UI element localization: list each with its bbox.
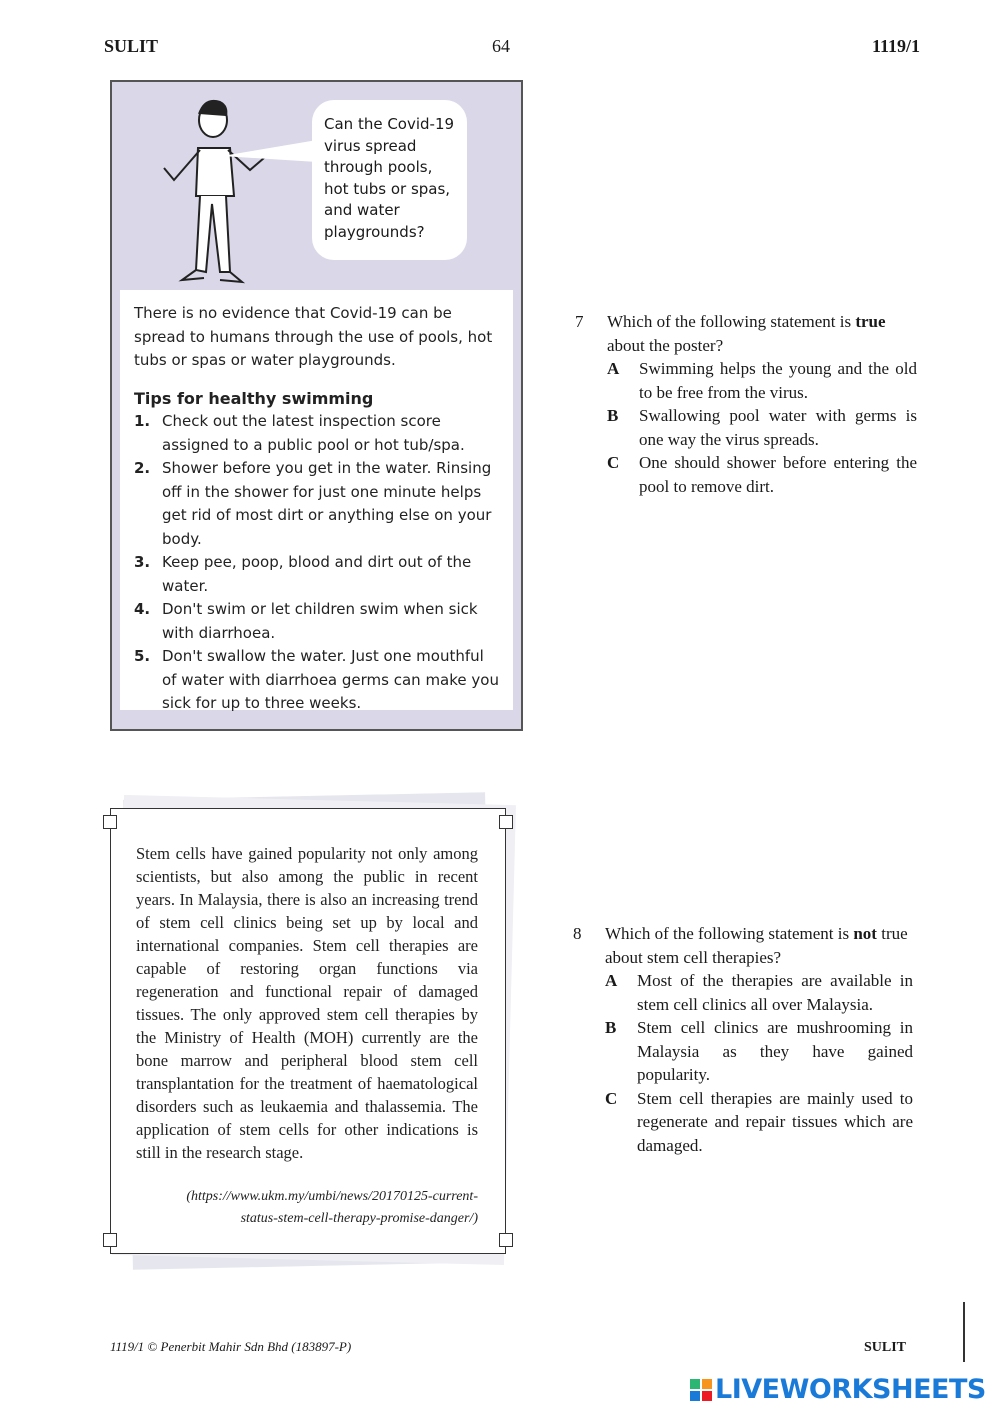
frame-corner [499,815,513,829]
covid-pool-poster [110,80,523,731]
frame-corner [103,1233,117,1247]
stem-text: about the poster? [607,335,724,355]
tip-item [134,457,499,551]
frame-corner [499,1233,513,1247]
speech-bubble-tail [222,132,322,172]
option-letter: A [605,971,618,990]
page-number: 64 [492,36,510,56]
option-text: Stem cell clinics are mushrooming in Malaysia as they have gained popularity. [637,1018,913,1084]
man-figure-illustration [160,92,310,292]
liveworksheets-grid-icon [690,1379,712,1401]
option-letter: C [605,1088,618,1108]
tip-item [134,551,499,598]
tip-number: 5. [134,647,151,665]
tip-number: 3. [134,553,151,571]
stem-text: Which of the following statement is [607,312,856,331]
stem-cell-article-text: Stem cells have gained popularity not only among scientists, but also among the public in recent years. In Malaysia, there is also an increasing trend of stem cell clinics being set up by local and international companies. Stem cell therapies are capable of restoring organ functions via regeneration and functional repair of damaged tissues. The only approved stem cell therapies by the Ministry of Health (MOH) currently are the bone marrow and peripheral blood stem cell transplantation for the treatment of haematological disorders such as leukaemia and thalassemia. The application of stem cells for other indications is still in the research stage. [136,844,478,1162]
tips-list [134,410,499,716]
option-letter: B [607,406,619,425]
tip-item [134,410,499,457]
poster-intro: There is no evidence that Covid-19 can be spread to humans through the use of pools, hot tubs or spas or water playgrounds. [134,304,493,369]
tip-number: 2. [134,459,151,477]
option-text: Most of the therapies are available in stem cell clinics all over Malaysia. [637,971,913,1014]
header-sulit: SULIT [104,36,159,56]
tip-text: Don't swim or let children swim when sick with diarrhoea. [162,600,478,642]
tip-item [134,598,499,645]
option-text: Swallowing pool water with germs is one way the virus spreads. [639,406,917,449]
tip-text: Keep pee, poop, blood and dirt out of the water. [162,553,472,595]
footer-sulit: SULIT [864,1340,907,1355]
question-8 [573,922,913,1157]
question-stem [607,310,917,357]
tips-heading: Tips for healthy swimming [134,388,374,408]
question-number: 8 [573,924,582,943]
speech-bubble: Can the Covid-19 virus spread through pools, hot tubs or spas, and water playgrounds? [312,100,467,260]
tip-text: Don't swallow the water. Just one mouthful of water with diarrhoea germs can make you sick for up to three weeks. [162,647,499,712]
tip-item [134,645,499,716]
poster-info-panel [120,290,513,710]
option-text: One should shower before entering the pool to remove dirt. [639,453,917,496]
option-c[interactable] [607,451,917,498]
brand-text: LIVEWORKSHEETS [715,1374,986,1405]
tip-text: Check out the latest inspection score assigned to a public pool or hot tub/spa. [162,412,465,454]
option-a[interactable] [605,969,913,1016]
question-number: 7 [575,312,584,331]
article-source: (https://www.ukm.my/umbi/news/20170125-current-status-stem-cell-therapy-promise-danger/) [186,1189,478,1226]
tip-text: Shower before you get in the water. Rinsing off in the shower for just one minute helps get rid of most dirt or anything else on your body. [162,459,492,548]
margin-line [963,1302,965,1362]
option-a[interactable] [607,357,917,404]
question-7 [575,310,917,498]
question-stem [605,922,913,969]
tip-number: 1. [134,412,151,430]
option-letter: C [607,453,620,472]
frame-corner [103,815,117,829]
option-text: Swimming helps the young and the old to be free from the virus. [639,359,917,402]
option-text: Stem cell therapies are mainly used to regenerate and repair tissues which are damaged. [637,1088,913,1155]
option-letter: B [605,1018,617,1037]
option-c[interactable] [605,1087,913,1158]
stem-text: true about stem cell therapies? [605,924,908,967]
stem-emphasis: not [853,924,877,943]
option-b[interactable] [605,1016,913,1087]
footer-copyright: 1119/1 © Penerbit Mahir Sdn Bhd (183897-P) [110,1339,352,1354]
liveworksheets-logo[interactable] [690,1374,986,1405]
stem-emphasis: true [855,312,886,331]
option-b[interactable] [607,404,917,451]
option-letter: A [607,359,620,378]
paper-code: 1119/1 [871,36,920,56]
stem-text: Which of the following statement is [605,924,854,943]
tip-number: 4. [134,600,151,618]
